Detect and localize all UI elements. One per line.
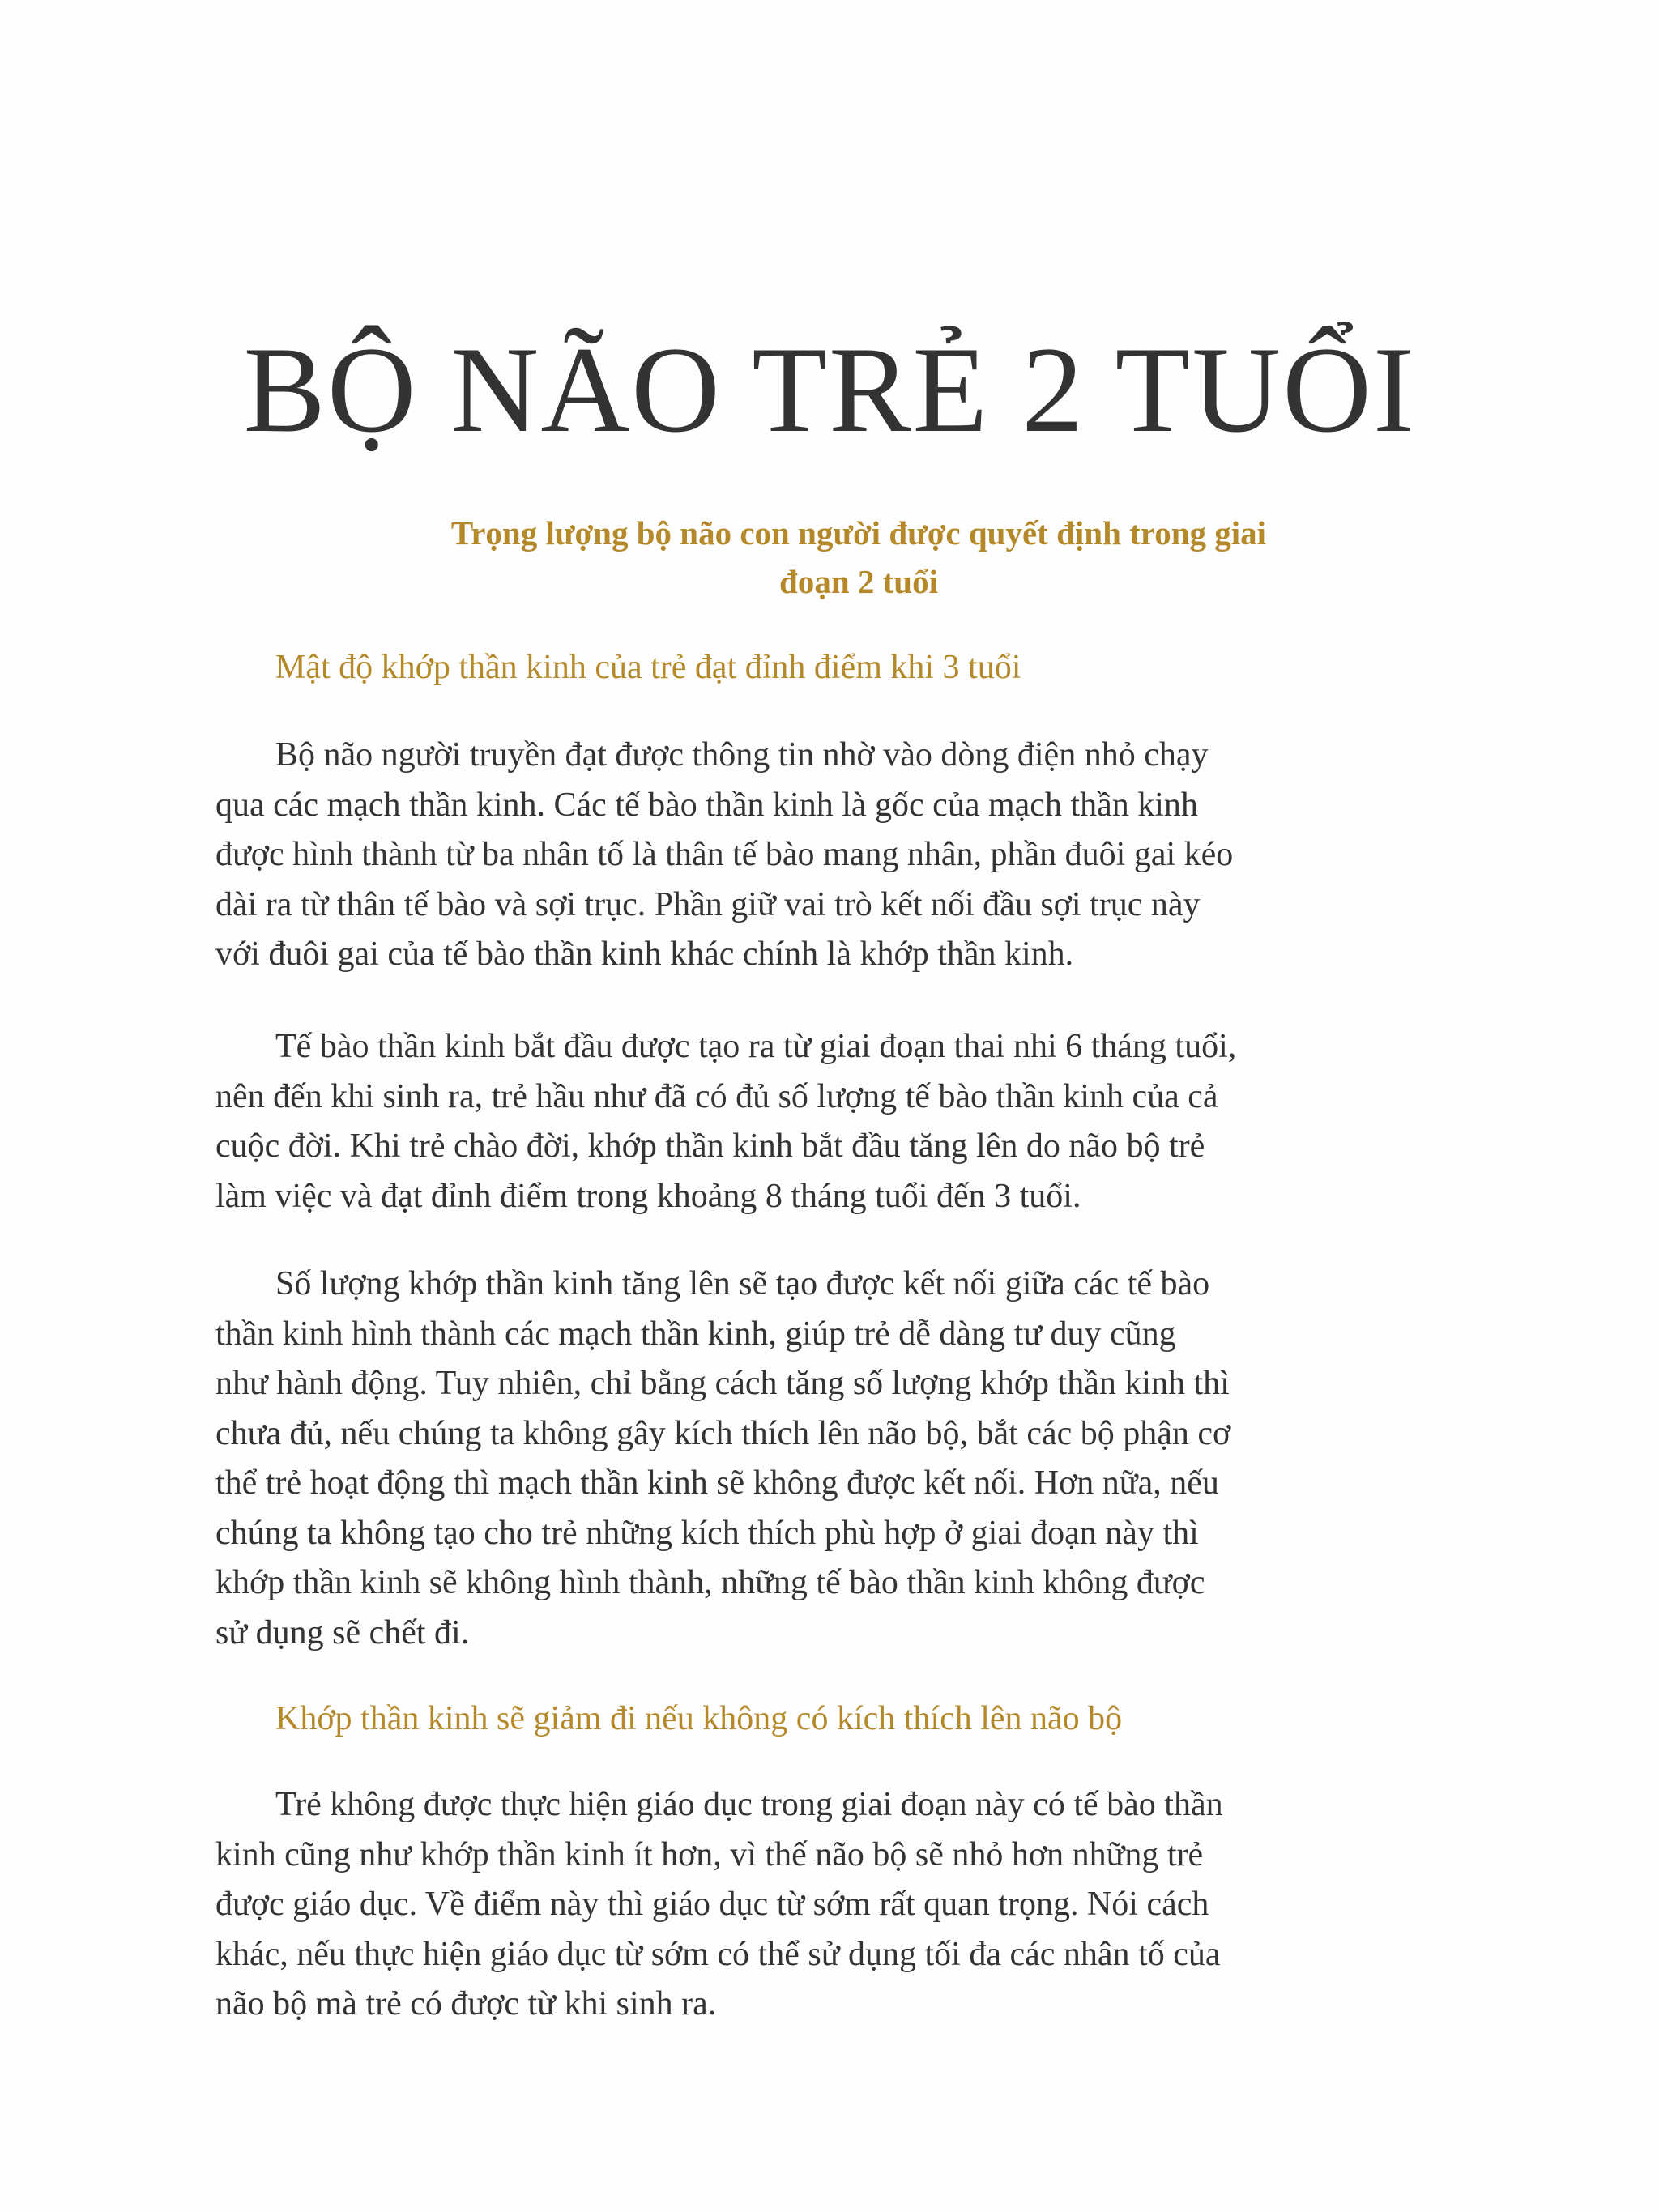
paragraph-line: kinh cũng như khớp thần kinh ít hơn, vì thế não bộ sẽ nhỏ hơn những trẻ: [215, 1835, 1204, 1873]
paragraph-line: thể trẻ hoạt động thì mạch thần kinh sẽ không được kết nối. Hơn nữa, nếu: [215, 1464, 1219, 1502]
section-heading: Khớp thần kinh sẽ giảm đi nếu không có kích thích lên não bộ: [275, 1700, 1123, 1737]
subtitle: [292, 509, 1426, 606]
paragraph-line: cuộc đời. Khi trẻ chào đời, khớp thần kinh bắt đầu tăng lên do não bộ trẻ: [215, 1127, 1205, 1165]
section-heading: Mật độ khớp thần kinh của trẻ đạt đỉnh điểm khi 3 tuổi: [275, 649, 1021, 686]
paragraph-line: Số lượng khớp thần kinh tăng lên sẽ tạo được kết nối giữa các tế bào: [275, 1265, 1210, 1302]
subtitle-line: đoạn 2 tuổi: [779, 563, 938, 600]
paragraph-line: nên đến khi sinh ra, trẻ hầu như đã có đủ số lượng tế bào thần kinh của cả: [215, 1077, 1218, 1115]
paragraph-line: dài ra từ thân tế bào và sợi trục. Phần giữ vai trò kết nối đầu sợi trục này: [215, 885, 1201, 923]
page-title: BỘ NÃO TRẺ 2 TUỔI: [243, 322, 1416, 458]
paragraph-line: khác, nếu thực hiện giáo dục từ sớm có thể sử dụng tối đa các nhân tố của: [215, 1935, 1221, 1973]
paragraph-line: chúng ta không tạo cho trẻ những kích thích phù hợp ở giai đoạn này thì: [215, 1514, 1199, 1552]
paragraph: [215, 731, 1455, 980]
paragraph: [215, 1259, 1455, 1658]
paragraph-line: thần kinh hình thành các mạch thần kinh, giúp trẻ dễ dàng tư duy cũng: [215, 1315, 1176, 1353]
paragraph-line: não bộ mà trẻ có được từ khi sinh ra.: [215, 1985, 717, 2022]
paragraph: [215, 1780, 1455, 2030]
paragraph-line: qua các mạch thần kinh. Các tế bào thần kinh là gốc của mạch thần kinh: [215, 786, 1198, 824]
paragraph-line: với đuôi gai của tế bào thần kinh khác chính là khớp thần kinh.: [215, 936, 1074, 973]
paragraph-line: làm việc và đạt đỉnh điểm trong khoảng 8 tháng tuổi đến 3 tuổi.: [215, 1177, 1081, 1215]
paragraph-line: chưa đủ, nếu chúng ta không gây kích thích lên não bộ, bắt các bộ phận cơ: [215, 1414, 1231, 1452]
paragraph-line: Tế bào thần kinh bắt đầu được tạo ra từ giai đoạn thai nhi 6 tháng tuổi,: [275, 1028, 1237, 1065]
paragraph-line: được hình thành từ ba nhân tố là thân tế bào mang nhân, phần đuôi gai kéo: [215, 836, 1234, 873]
subtitle-line: Trọng lượng bộ não con người được quyết định trong giai: [450, 514, 1267, 552]
paragraph-line: Bộ não người truyền đạt được thông tin nhờ vào dòng điện nhỏ chạy: [275, 736, 1209, 774]
paragraph-line: Trẻ không được thực hiện giáo dục trong giai đoạn này có tế bào thần: [275, 1786, 1223, 1823]
paragraph-line: như hành động. Tuy nhiên, chỉ bằng cách tăng số lượng khớp thần kinh thì: [215, 1365, 1230, 1402]
paragraph: [215, 1022, 1455, 1221]
paragraph-line: sử dụng sẽ chết đi.: [215, 1613, 470, 1652]
paragraph-line: được giáo dục. Về điểm này thì giáo dục từ sớm rất quan trọng. Nói cách: [215, 1886, 1209, 1923]
paragraph-line: khớp thần kinh sẽ không hình thành, những tế bào thần kinh không được: [215, 1564, 1205, 1601]
